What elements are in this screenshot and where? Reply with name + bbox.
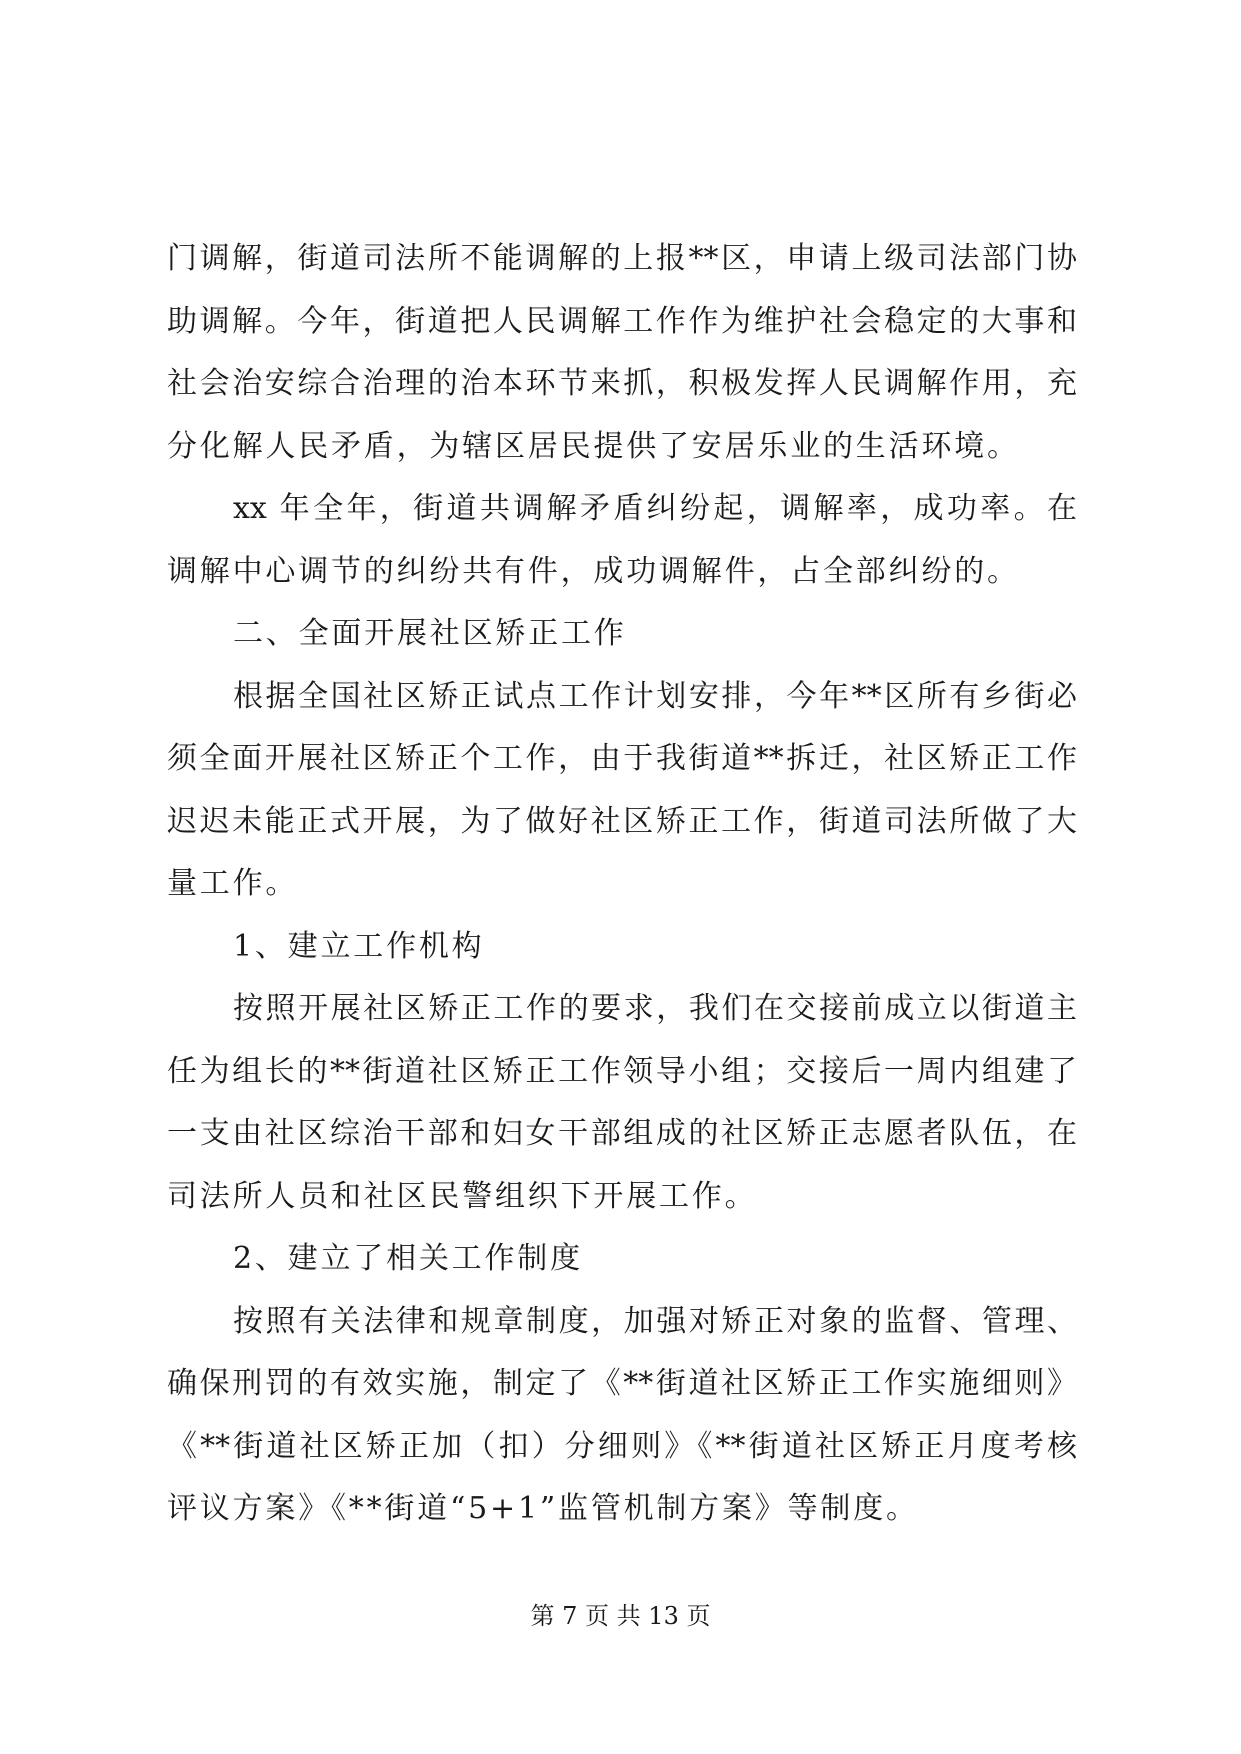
text-line: 根据全国社区矫正试点工作计划安排，今年**区所有乡街必	[233, 678, 1077, 714]
text-line: 分化解人民矛盾，为辖区居民提供了安居乐业的生活环境。	[167, 428, 1020, 464]
text-line: 调解中心调节的纠纷共有件，成功调解件，占全部纠纷的。	[167, 553, 1020, 589]
text-line: 司法所人员和社区民警组织下开展工作。	[167, 1178, 758, 1214]
document-body	[167, 228, 1077, 1541]
text-line: 助调解。今年，街道把人民调解工作作为维护社会稳定的大事和	[167, 303, 1077, 339]
text-line: 一支由社区综治干部和妇女干部组成的社区矫正志愿者队伍，在	[167, 1116, 1077, 1151]
text-line: 社会治安综合治理的治本环节来抓，积极发挥人民调解作用，充	[167, 366, 1077, 401]
text-line: 评议方案》《**街道“5+1”监管机制方案》等制度。	[167, 1491, 919, 1526]
section-heading: 二、全面开展社区矫正工作	[233, 616, 627, 651]
subsection-heading: 2、建立了相关工作制度	[233, 1241, 583, 1276]
text-line: 门调解，街道司法所不能调解的上报**区，申请上级司法部门协	[167, 241, 1077, 276]
text-line: 按照有关法律和规章制度，加强对矫正对象的监督、管理、	[233, 1303, 1077, 1339]
text-line: 《**街道社区矫正加（扣）分细则》《**街道社区矫正月度考核	[167, 1428, 1077, 1464]
text-line: 按照开展社区矫正工作的要求，我们在交接前成立以街道主	[233, 991, 1077, 1026]
text-line: 迟迟未能正式开展，为了做好社区矫正工作，街道司法所做了大	[167, 803, 1077, 839]
subsection-heading: 1、建立工作机构	[233, 928, 485, 964]
text-line: 量工作。	[167, 866, 299, 901]
text-line: 确保刑罚的有效实施，制定了《**街道社区矫正工作实施细则》	[167, 1366, 1077, 1401]
text-line: 任为组长的**街道社区矫正工作领导小组；交接后一周内组建了	[167, 1053, 1077, 1089]
text-line: xx 年全年，街道共调解矛盾纠纷起，调解率，成功率。在	[233, 491, 1077, 526]
page-number-footer: 第 7 页 共 13 页	[530, 1602, 711, 1630]
text-line: 须全面开展社区矫正个工作，由于我街道**拆迁，社区矫正工作	[167, 741, 1077, 776]
